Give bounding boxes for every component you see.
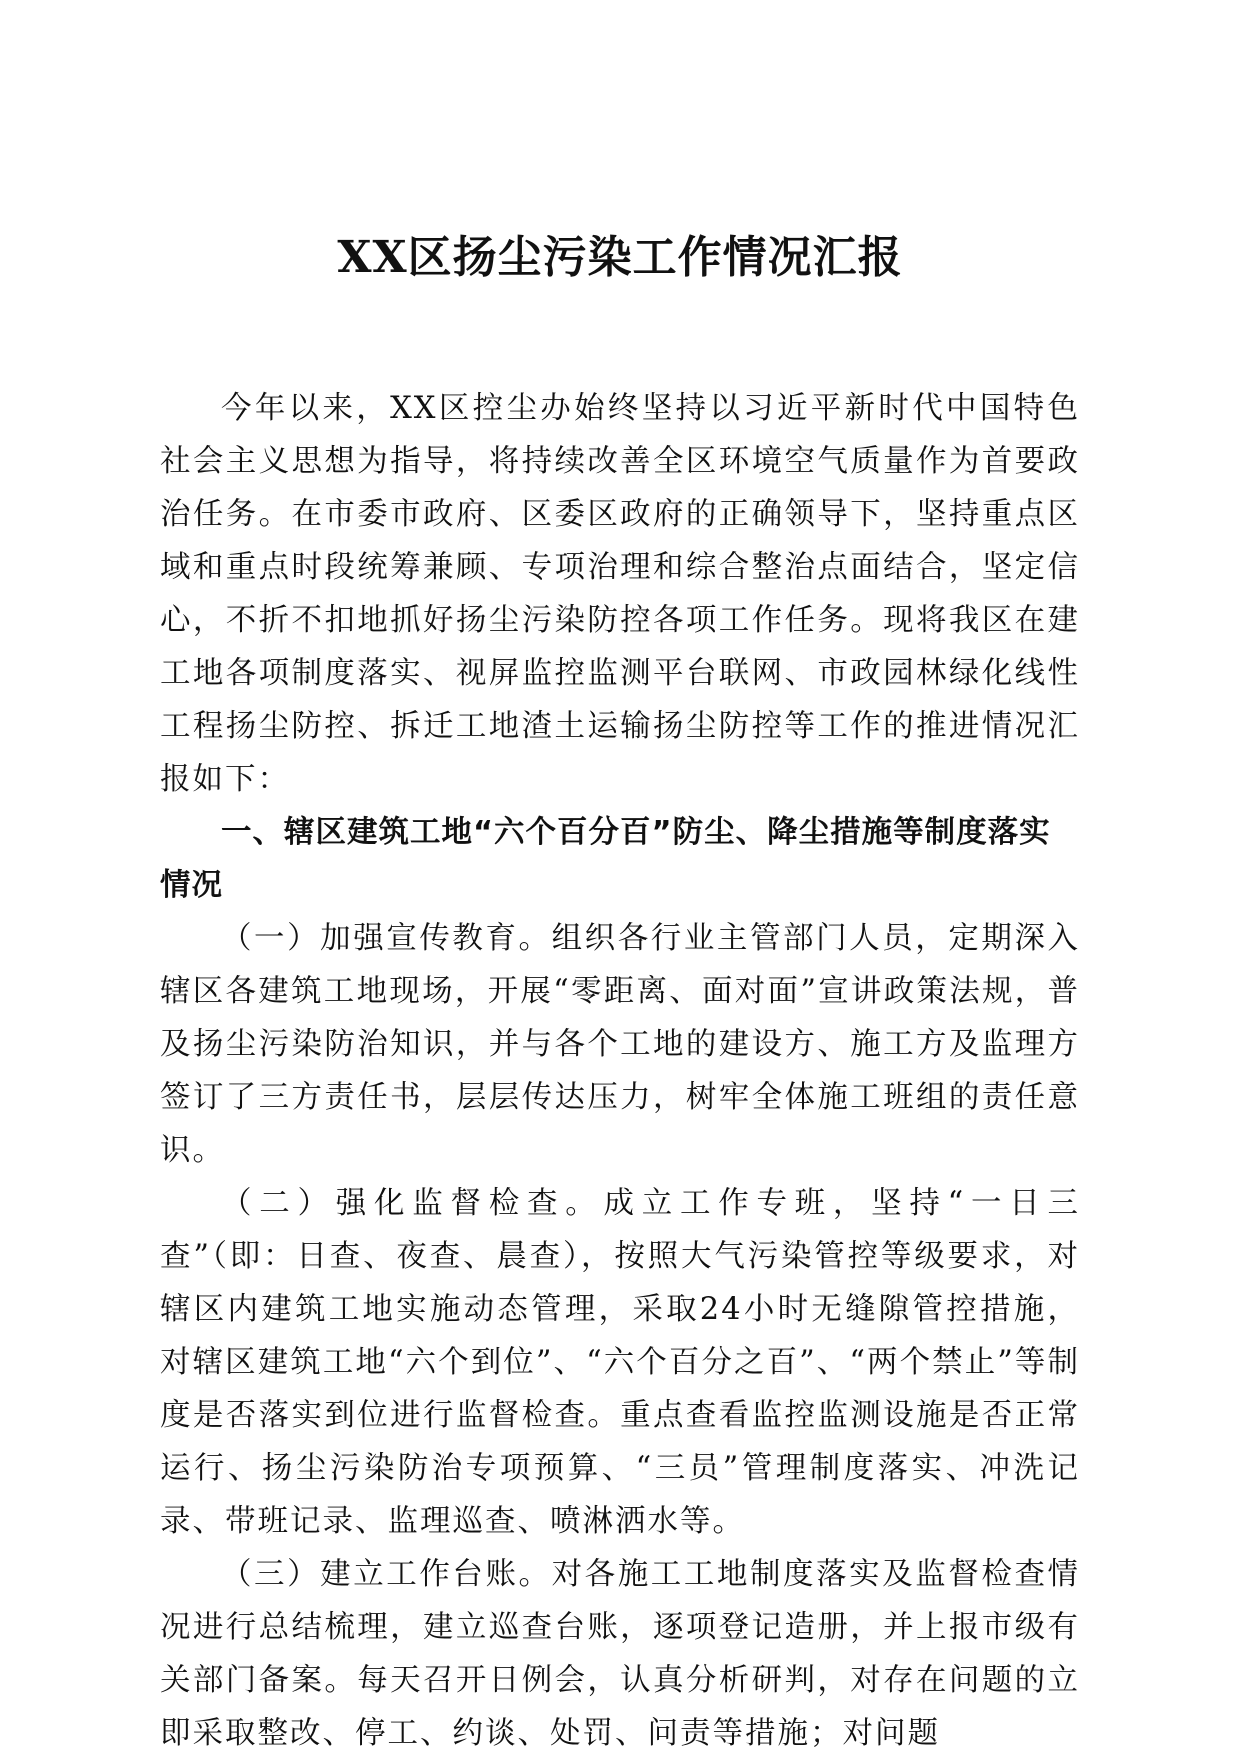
- body-paragraph: （一）加强宣传教育。组织各行业主管部门人员，定期深入辖区各建筑工地现场，开展“零距离、面对面”宣讲政策法规，普及扬尘污染防治知识，并与各个工地的建设方、施工方及监理方签订了三方责任书，层层传达压力，树牢全体施工班组的责任意识。: [160, 921, 1080, 1168]
- document-body: [160, 382, 1080, 1760]
- document-title: XX区扬尘污染工作情况汇报: [337, 232, 903, 283]
- body-paragraph: （三）建立工作台账。对各施工工地制度落实及监督检查情况进行总结梳理，建立巡查台账，逐项登记造册，并上报市级有关部门备案。每天召开日例会，认真分析研判，对存在问题的立即采取整改、停工、约谈、处罚、问责等措施；对问题: [160, 1557, 1080, 1751]
- body-paragraph: （二）强化监督检查。成立工作专班，坚持“一日三查”（即：日查、夜查、晨查），按照大气污染管控等级要求，对辖区内建筑工地实施动态管理，采取24小时无缝隙管控措施，对辖区建筑工地“六个到位”、“六个百分之百”、“两个禁止”等制度是否落实到位进行监督检查。重点查看监控监测设施是否正常运行、扬尘污染防治专项预算、“三员”管理制度落实、冲洗记录、带班记录、监理巡查、喷淋洒水等。: [160, 1186, 1080, 1539]
- intro-paragraph: 今年以来，XX区控尘办始终坚持以习近平新时代中国特色社会主义思想为指导，将持续改善全区环境空气质量作为首要政治任务。在市委市政府、区委区政府的正确领导下，坚持重点区域和重点时段统筹兼顾、专项治理和综合整治点面结合，坚定信心，不折不扣地抓好扬尘污染防控各项工作任务。现将我区在建工地各项制度落实、视屏监控监测平台联网、市政园林绿化线性工程扬尘防控、拆迁工地渣土运输扬尘防控等工作的推进情况汇报如下：: [160, 391, 1080, 797]
- section-heading: 一、辖区建筑工地“六个百分百”防尘、降尘措施等制度落实情况: [160, 815, 1051, 903]
